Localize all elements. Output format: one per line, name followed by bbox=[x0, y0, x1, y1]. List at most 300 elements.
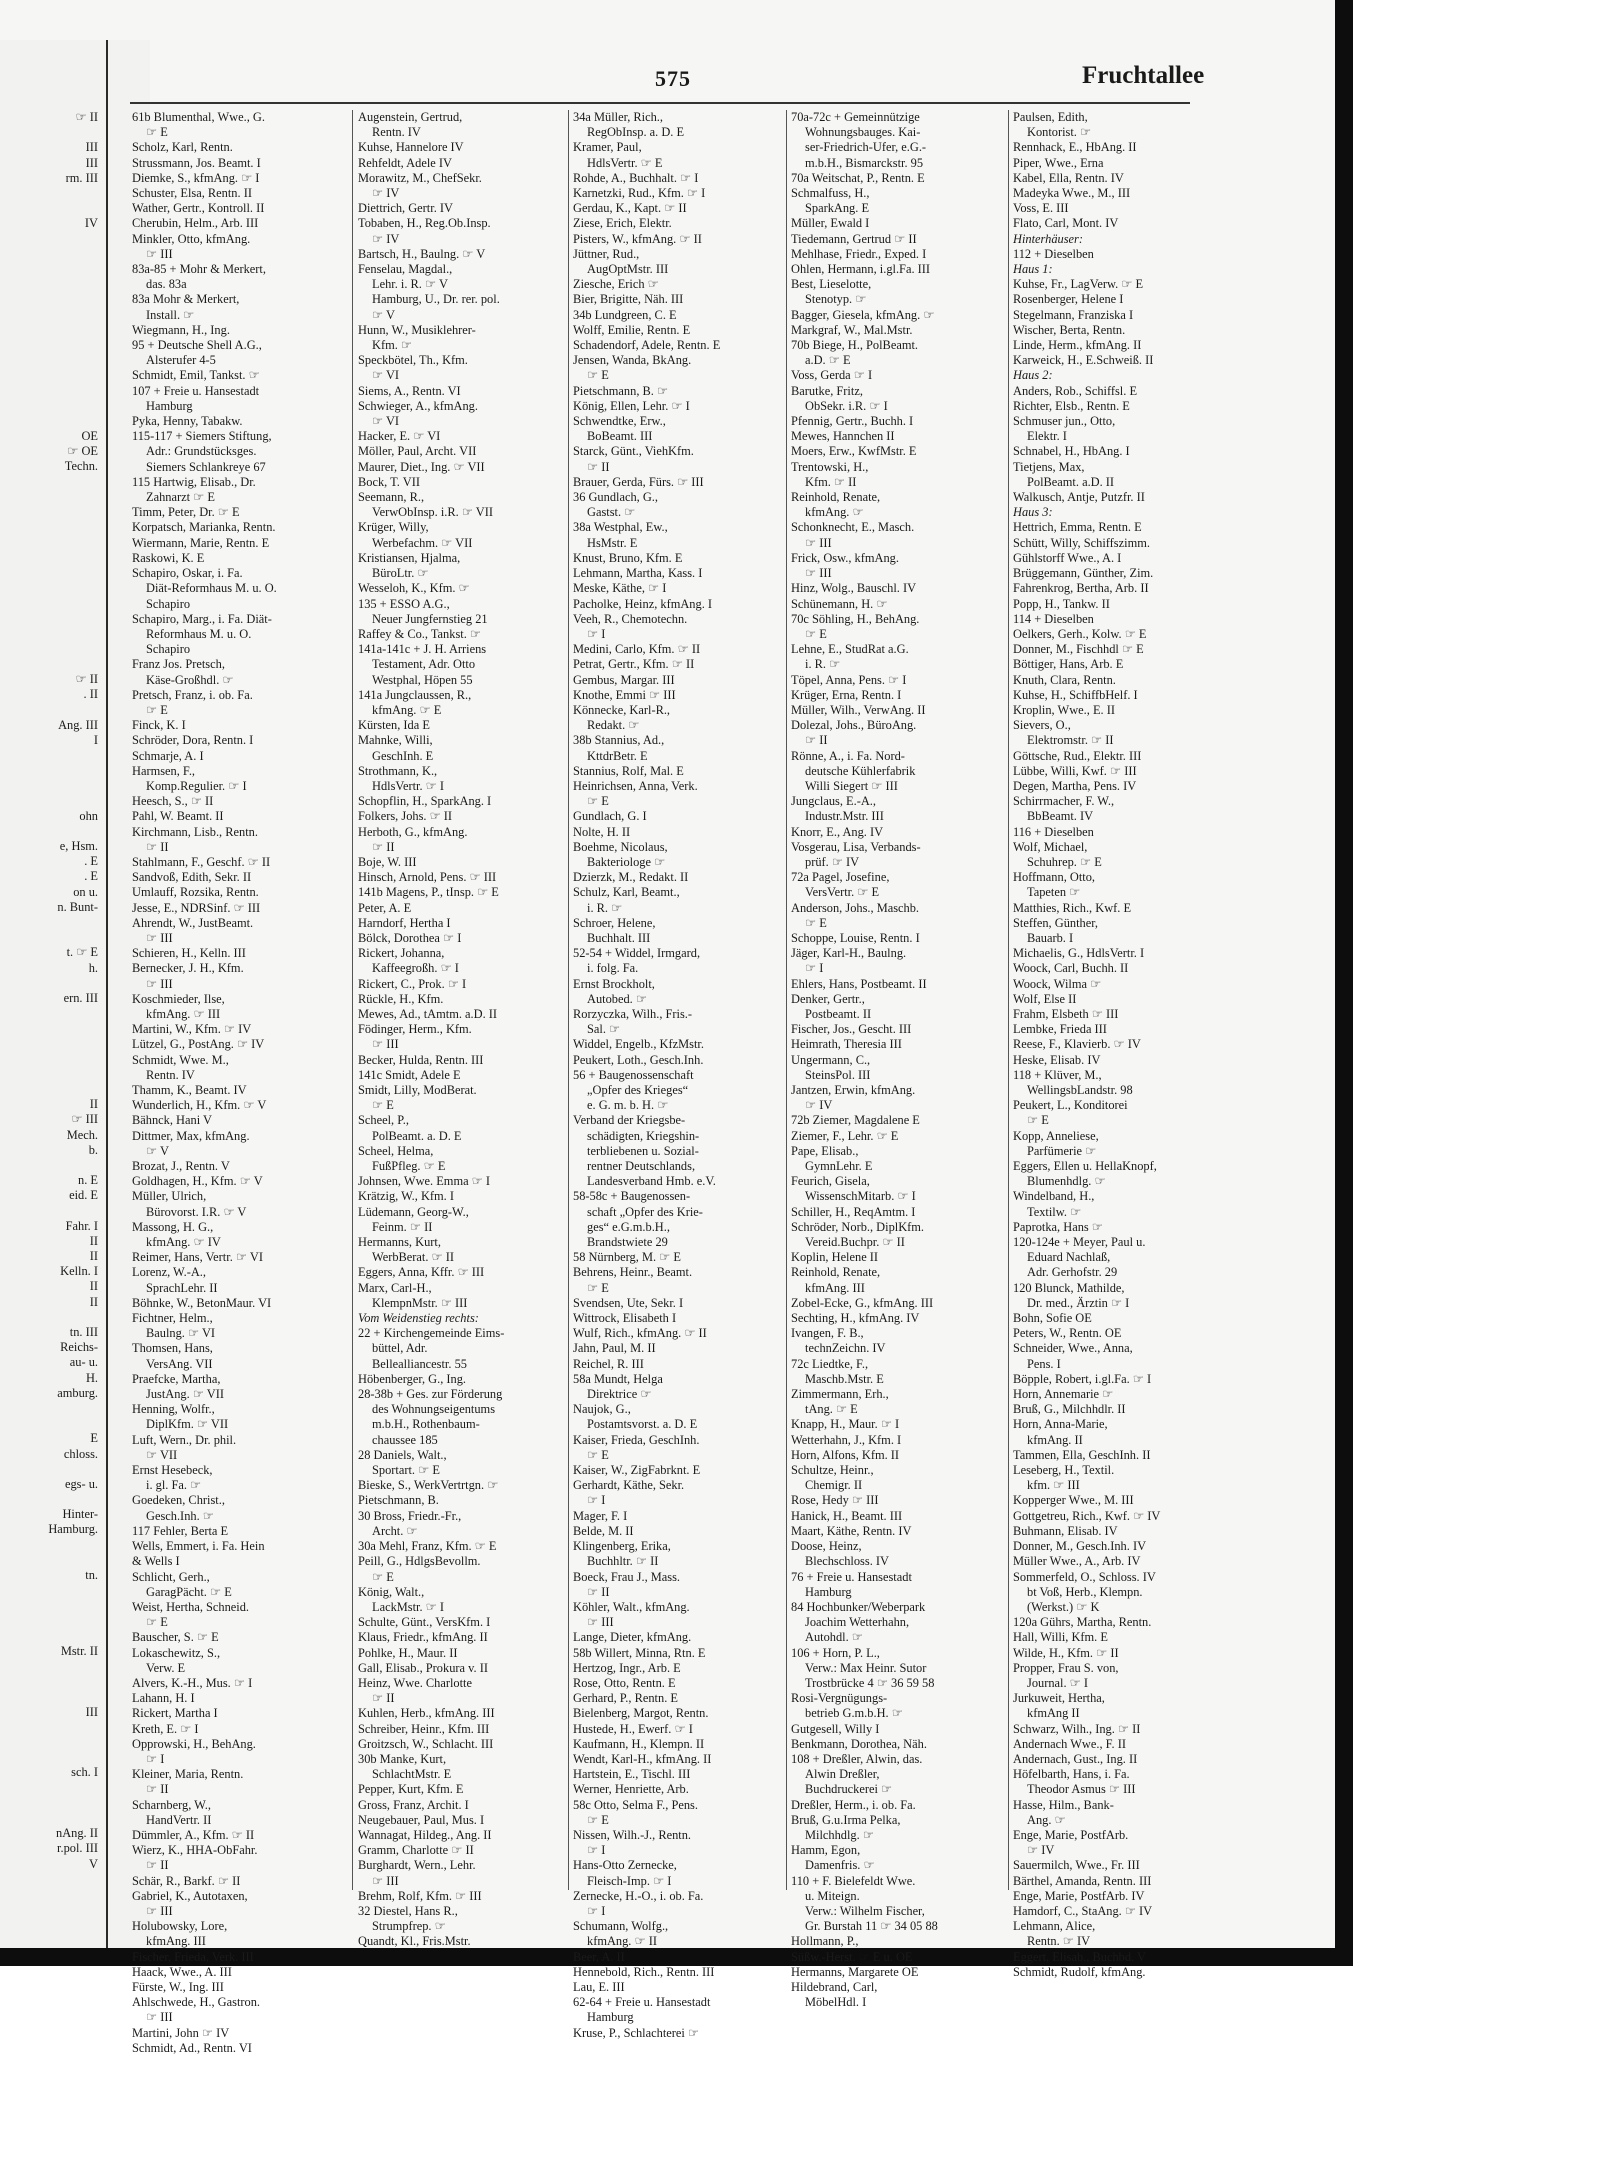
directory-entry: Doose, Heinz, bbox=[791, 1539, 862, 1554]
directory-entry: Enge, Marie, PostfArb. IV bbox=[1013, 1888, 1145, 1903]
directory-entry: Peill, G., HdlgsBevollm. bbox=[358, 1554, 481, 1569]
directory-entry: 110 + F. Bielefeldt Wwe. bbox=[791, 1873, 916, 1888]
directory-entry: Brüggemann, Günther, Zim. bbox=[1013, 566, 1154, 581]
directory-entry: bt Voß, Herb., Klempn. bbox=[1027, 1584, 1143, 1599]
directory-entry: Gastst. ☞ bbox=[587, 505, 636, 520]
fragment-line bbox=[0, 1553, 104, 1568]
directory-entry: Bauarb. I bbox=[1027, 930, 1074, 945]
fragment-line: Kelln. I bbox=[60, 1264, 98, 1279]
directory-entry: ☞ IV bbox=[1027, 1843, 1055, 1858]
fragment-line: sch. I bbox=[71, 1765, 98, 1780]
directory-entry: Wulf, Rich., kfmAng. ☞ II bbox=[573, 1326, 707, 1341]
fragment-line: chloss. bbox=[63, 1446, 98, 1461]
directory-entry: ☞ E bbox=[805, 915, 827, 930]
directory-entry: Feurich, Gisela, bbox=[791, 1174, 870, 1189]
directory-entry: Pietschmann, B. ☞ bbox=[573, 383, 669, 398]
directory-entry: büttel, Adr. bbox=[372, 1341, 428, 1356]
directory-entry: Weist, Hertha, Schneid. bbox=[132, 1599, 250, 1614]
directory-entry: Wolf, Michael, bbox=[1013, 839, 1088, 854]
directory-entry: Kaiser, W., ZigFabrknt. E bbox=[573, 1463, 701, 1478]
fragment-line bbox=[0, 657, 104, 672]
directory-entry: Dr. med., Ärztin ☞ I bbox=[1027, 1295, 1130, 1310]
directory-entry: betrieb G.m.b.H. ☞ bbox=[805, 1706, 903, 1721]
directory-entry: Schapiro bbox=[146, 642, 191, 657]
directory-entry: Paprotka, Hans ☞ bbox=[1013, 1219, 1103, 1234]
fragment-line bbox=[0, 1310, 104, 1325]
directory-entry: Schiller, H., ReqAmtm. I bbox=[791, 1204, 916, 1219]
fragment-line: tn. III bbox=[69, 1325, 98, 1339]
directory-entry: Gall, Elisab., Prokura v. II bbox=[358, 1660, 488, 1675]
fragment-line bbox=[0, 1067, 104, 1082]
directory-entry: Sandvoß, Edith, Sekr. II bbox=[132, 870, 252, 885]
directory-entry: Hustede, H., Ewerf. ☞ I bbox=[573, 1721, 693, 1736]
directory-entry: schädigten, Kriegshin- bbox=[587, 1128, 700, 1143]
directory-entry: König, Walt., bbox=[358, 1584, 425, 1599]
directory-entry: Bock, T. VII bbox=[358, 474, 420, 489]
fragment-line bbox=[0, 1204, 104, 1219]
directory-entry: Möller, Paul, Archt. VII bbox=[358, 444, 477, 459]
directory-entry: 28 Daniels, Walt., bbox=[358, 1447, 447, 1462]
directory-entry: Rickert, Martha I bbox=[132, 1706, 218, 1721]
directory-entry: Stannius, Rolf, Mal. E bbox=[573, 763, 684, 778]
directory-entry: Textilw. ☞ bbox=[1027, 1204, 1082, 1219]
directory-entry: Seemann, R., bbox=[358, 490, 425, 505]
gutter-rule bbox=[106, 40, 108, 1950]
directory-entry: Tobaben, H., Reg.Ob.Insp. bbox=[358, 216, 491, 231]
directory-entry: Woock, Carl, Buchh. II bbox=[1013, 961, 1129, 976]
directory-entry: Hollmann, P., bbox=[791, 1934, 859, 1949]
directory-entry: Schreiber, Heinr., Kfm. III bbox=[358, 1721, 490, 1736]
directory-entry: Stenotyp. ☞ bbox=[805, 292, 867, 307]
directory-entry: 61b Blumenthal, Wwe., G. bbox=[132, 110, 265, 124]
directory-entry: Autohdl. ☞ bbox=[805, 1630, 863, 1645]
directory-entry: Tiedemann, Gertrud ☞ II bbox=[791, 231, 917, 246]
directory-entry: Mewes, Ad., tAmtm. a.D. II bbox=[358, 1006, 498, 1021]
fragment-line: II bbox=[89, 1097, 98, 1112]
directory-entry: ☞ E bbox=[372, 1569, 394, 1584]
directory-entry: Knorr, E., Ang. IV bbox=[791, 824, 884, 839]
directory-entry: & Wells I bbox=[132, 1554, 180, 1569]
directory-entry: Bielenberg, Margot, Rentn. bbox=[573, 1706, 709, 1721]
directory-entry: Andernach Wwe., F. II bbox=[1013, 1736, 1127, 1751]
directory-entry: Kuhse, Fr., LagVerw. ☞ E bbox=[1013, 277, 1144, 292]
directory-entry: Schröder, Dora, Rentn. I bbox=[132, 733, 254, 748]
directory-entry: SteinsPol. III bbox=[805, 1067, 871, 1082]
directory-entry: Lüdemann, Georg-W., bbox=[358, 1204, 469, 1219]
directory-entry: Piper, Wwe., Erna bbox=[1013, 155, 1104, 170]
directory-entry: Böpple, Robert, i.gl.Fa. ☞ I bbox=[1013, 1371, 1152, 1386]
directory-entry: 58-58c + Baugenossen- bbox=[573, 1189, 691, 1204]
directory-entry: Becker, Hulda, Rentn. III bbox=[358, 1052, 484, 1067]
directory-entry: ☞ V bbox=[372, 307, 395, 322]
directory-entry: Strothmann, K., bbox=[358, 763, 438, 778]
directory-entry: Reinhold, Renate, bbox=[791, 490, 881, 505]
directory-entry: Heske, Elisab. IV bbox=[1013, 1052, 1101, 1067]
directory-entry: Göttsche, Rud., Elektr. III bbox=[1013, 748, 1142, 763]
fragment-line bbox=[0, 1492, 104, 1507]
fragment-line: I bbox=[93, 732, 98, 747]
directory-entry: Horn, Annemarie ☞ bbox=[1013, 1387, 1114, 1402]
directory-entry: ☞ I bbox=[805, 961, 824, 976]
fragment-line: ☞ III bbox=[71, 1112, 98, 1127]
directory-entry: Naujok, G., bbox=[573, 1402, 631, 1417]
directory-column-5 bbox=[1013, 110, 1225, 1980]
directory-entry: Pape, Elisab., bbox=[791, 1143, 859, 1158]
directory-entry: Bieske, S., WerkVertrtgn. ☞ bbox=[358, 1478, 499, 1493]
directory-entry: König, Ellen, Lehr. ☞ I bbox=[573, 398, 690, 413]
directory-entry: Schieren, H., Kelln. III bbox=[132, 946, 246, 961]
directory-entry: ☞ II bbox=[146, 839, 169, 854]
directory-entry: HandVertr. II bbox=[146, 1812, 212, 1827]
directory-entry: Opprowski, H., BehAng. bbox=[132, 1736, 256, 1751]
directory-entry: 84 Hochbunker/Weberpark bbox=[791, 1599, 926, 1614]
directory-entry: Tietjens, Max, bbox=[1013, 459, 1085, 474]
directory-entry: Wendt, Karl-H., kfmAng. II bbox=[573, 1751, 712, 1766]
directory-entry: Kontorist. ☞ bbox=[1027, 125, 1092, 140]
directory-entry: Böhnke, W., BetonMaur. VI bbox=[132, 1295, 272, 1310]
directory-entry: Raffey & Co., Tankst. ☞ bbox=[358, 626, 482, 641]
directory-entry: Benkmann, Dorothea, Näh. bbox=[791, 1736, 927, 1751]
directory-entry: Ivangen, F. B., bbox=[791, 1326, 864, 1341]
directory-entry: Medini, Carlo, Kfm. ☞ II bbox=[573, 642, 701, 657]
directory-entry: Dittmer, Max, kfmAng. bbox=[132, 1128, 250, 1143]
directory-entry: Windelband, H., bbox=[1013, 1189, 1095, 1204]
fragment-line bbox=[0, 1720, 104, 1735]
directory-entry: Timm, Peter, Dr. ☞ E bbox=[132, 505, 240, 520]
directory-column-3 bbox=[573, 110, 785, 2041]
fragment-line bbox=[0, 1583, 104, 1598]
directory-entry: Höbenberger, G., Ing. bbox=[358, 1371, 467, 1386]
header-rule bbox=[130, 102, 1190, 104]
fragment-line bbox=[0, 535, 104, 550]
directory-entry: Rennhack, E., HbAng. II bbox=[1013, 140, 1137, 155]
directory-entry: Rosi-Vergnügungs- bbox=[791, 1691, 888, 1706]
directory-entry: Andernach, Gust., Ing. II bbox=[1013, 1751, 1138, 1766]
directory-entry: Elektromstr. ☞ II bbox=[1027, 733, 1114, 748]
fragment-line bbox=[0, 1052, 104, 1067]
directory-entry: 117 Fehler, Berta E bbox=[132, 1523, 229, 1538]
directory-entry: Kuhse, H., SchiffbHelf. I bbox=[1013, 687, 1138, 702]
directory-entry: Folkers, Johs. ☞ II bbox=[358, 809, 453, 824]
directory-entry: Ernst Hesebeck, bbox=[132, 1463, 213, 1478]
fragment-line bbox=[0, 550, 104, 565]
street-header: Fruchtallee bbox=[1082, 62, 1205, 89]
directory-entry: ☞ II bbox=[587, 1584, 610, 1599]
directory-entry: Bruß, G., Milchhdlr. II bbox=[1013, 1402, 1126, 1417]
directory-entry: Rosenberger, Helene I bbox=[1013, 292, 1124, 307]
directory-entry: 108 + Dreßler, Alwin, das. bbox=[791, 1751, 923, 1766]
directory-entry: WissenschMitarb. ☞ I bbox=[805, 1189, 916, 1204]
directory-entry: Schuster, Elsa, Rentn. II bbox=[132, 186, 252, 201]
directory-entry: Johnsen, Wwe. Emma ☞ I bbox=[358, 1174, 491, 1189]
directory-entry: Eggert, Elisab., Buchbd. V bbox=[1013, 1949, 1146, 1964]
fragment-line: Ang. III bbox=[58, 717, 98, 732]
directory-entry: Lahann, H. I bbox=[132, 1691, 195, 1706]
directory-entry: Horn, Anna-Marie, bbox=[1013, 1417, 1108, 1432]
directory-entry: Haus 1: bbox=[1013, 262, 1053, 277]
directory-entry: HdlsVertr. ☞ I bbox=[372, 778, 445, 793]
directory-entry: Hans-Otto Zernecke, bbox=[573, 1858, 677, 1873]
directory-entry: Rorzyczka, Wilh., Fris.- bbox=[573, 1006, 693, 1021]
fragment-line bbox=[0, 262, 104, 277]
directory-entry: Kaufmann, H., Klempn. II bbox=[573, 1736, 705, 1751]
directory-entry: Steffen, Günther, bbox=[1013, 915, 1098, 930]
directory-entry: Dzierzk, M., Redakt. II bbox=[573, 870, 689, 885]
directory-entry: 120a Gührs, Martha, Rentn. bbox=[1013, 1615, 1152, 1630]
directory-entry: SchlachtMstr. E bbox=[372, 1767, 452, 1782]
directory-entry: kfmAng. ☞ IV bbox=[146, 1235, 221, 1250]
directory-entry: Moers, Erw., KwfMstr. E bbox=[791, 444, 917, 459]
directory-entry: Werbefachm. ☞ VII bbox=[372, 535, 473, 550]
directory-entry: Ziese, Erich, Elektr. bbox=[573, 216, 672, 231]
directory-entry: Schmuser jun., Otto, bbox=[1013, 414, 1116, 429]
directory-entry: Schirrmacher, F. W., bbox=[1013, 794, 1115, 809]
directory-entry: 72a Pagel, Josefine, bbox=[791, 870, 890, 885]
directory-entry: Buhmann, Elisab. IV bbox=[1013, 1523, 1118, 1538]
directory-entry: Wesseloh, K., Kfm. ☞ bbox=[358, 581, 470, 596]
directory-entry: Nissen, Wilh.-J., Rentn. bbox=[573, 1827, 692, 1842]
directory-entry: Kleiner, Maria, Rentn. bbox=[132, 1767, 244, 1782]
directory-entry: kfmAng. III bbox=[146, 1934, 206, 1949]
directory-entry: KttdrBetr. E bbox=[587, 748, 648, 763]
fragment-line bbox=[0, 247, 104, 262]
directory-entry: Wiermann, Marie, Rentn. E bbox=[132, 535, 270, 550]
directory-entry: Widdel, Engelb., KfzMstr. bbox=[573, 1037, 704, 1052]
directory-entry: GaragPächt. ☞ E bbox=[146, 1584, 232, 1599]
directory-entry: Bruß, G.u.Irma Pelka, bbox=[791, 1812, 901, 1827]
directory-entry: GeschInh. E bbox=[372, 748, 434, 763]
directory-entry: prüf. ☞ IV bbox=[805, 854, 860, 869]
directory-entry: 70a-72c + Gemeinnützige bbox=[791, 110, 920, 124]
fragment-line bbox=[0, 1781, 104, 1796]
directory-entry: Krüger, Willy, bbox=[358, 520, 429, 535]
fragment-line bbox=[0, 1416, 104, 1431]
fragment-line bbox=[0, 1690, 104, 1705]
directory-entry: Petrat, Gertr., Kfm. ☞ II bbox=[573, 657, 695, 672]
directory-entry: PolBeamt. a. D. E bbox=[372, 1128, 462, 1143]
directory-entry: Heesch, S., ☞ II bbox=[132, 794, 214, 809]
directory-entry: Bähnck, Hani V bbox=[132, 1113, 212, 1128]
directory-entry: Koschmieder, Ilse, bbox=[132, 991, 225, 1006]
directory-entry: HdlsVertr. ☞ E bbox=[587, 155, 663, 170]
directory-entry: Praefcke, Martha, bbox=[132, 1371, 221, 1386]
directory-entry: Reinhold, Renate, bbox=[791, 1265, 881, 1280]
column-rule bbox=[786, 110, 787, 1890]
fragment-line bbox=[0, 368, 104, 383]
directory-entry: Bohn, Sofie OE bbox=[1013, 1311, 1092, 1326]
directory-entry: tAng. ☞ E bbox=[805, 1402, 858, 1417]
directory-entry: Hermanns, Kurt, bbox=[358, 1235, 441, 1250]
directory-entry: Schwendtke, Erw., bbox=[573, 414, 666, 429]
directory-entry: 114 + Dieselben bbox=[1013, 611, 1094, 626]
directory-entry: LackMstr. ☞ I bbox=[372, 1599, 445, 1614]
fragment-line bbox=[0, 1538, 104, 1553]
directory-entry: Wilde, H., Kfm. ☞ II bbox=[1013, 1645, 1119, 1660]
fragment-line bbox=[0, 702, 104, 717]
directory-entry: Rose, Otto, Rentn. E bbox=[573, 1675, 676, 1690]
directory-entry: Burghardt, Wern., Lehr. bbox=[358, 1858, 476, 1873]
directory-entry: ☞ E bbox=[372, 1098, 394, 1113]
directory-entry: Maurer, Diet., Ing. ☞ VII bbox=[358, 459, 485, 474]
directory-entry: Hinterhäuser: bbox=[1013, 231, 1083, 246]
directory-entry: Luft, Wern., Dr. phil. bbox=[132, 1432, 237, 1447]
directory-entry: terbliebenen u. Sozial- bbox=[587, 1143, 699, 1158]
directory-entry: Raskowi, K. E bbox=[132, 550, 205, 565]
directory-entry: ☞ I bbox=[587, 1493, 606, 1508]
directory-entry: ☞ V bbox=[146, 1143, 169, 1158]
directory-entry: i. R. ☞ bbox=[587, 900, 623, 915]
directory-entry: ☞ IV bbox=[372, 186, 400, 201]
directory-entry: Maschb.Mstr. E bbox=[805, 1371, 884, 1386]
fragment-line bbox=[0, 1674, 104, 1689]
fragment-line: Mstr. II bbox=[60, 1643, 98, 1658]
directory-entry: Lehr. i. R. ☞ V bbox=[372, 277, 448, 292]
directory-entry: 135 + ESSO A.G., bbox=[358, 596, 450, 611]
directory-entry: Neuer Jungfernstieg 21 bbox=[372, 611, 488, 626]
directory-entry: Schlicht, Gerh., bbox=[132, 1569, 210, 1584]
fragment-line: Fahr. I bbox=[65, 1218, 98, 1233]
directory-entry: Korpatsch, Marianka, Rentn. bbox=[132, 520, 276, 535]
fragment-line: II bbox=[89, 1279, 98, 1294]
directory-entry: 112 + Dieselben bbox=[1013, 246, 1094, 261]
directory-entry: Schulz, Karl, Beamt., bbox=[573, 885, 680, 900]
fragment-line: ☞ II bbox=[75, 671, 98, 686]
directory-entry: Ziesche, Erich ☞ bbox=[573, 277, 659, 292]
fragment-line: Reichs- bbox=[60, 1340, 98, 1355]
fragment-line bbox=[0, 505, 104, 520]
directory-entry: Fenselau, Magdal., bbox=[358, 262, 453, 277]
directory-entry: ☞ III bbox=[372, 1037, 399, 1052]
directory-entry: Strumpfrep. ☞ bbox=[372, 1919, 446, 1934]
directory-entry: 141b Magens, P., tInsp. ☞ E bbox=[358, 885, 499, 900]
directory-entry: Peter, A. E bbox=[358, 900, 412, 915]
directory-entry: i. gl. Fa. ☞ bbox=[146, 1478, 202, 1493]
directory-entry: Komp.Regulier. ☞ I bbox=[146, 778, 247, 793]
directory-entry: Frahm, Elsbeth ☞ III bbox=[1013, 1006, 1119, 1021]
directory-entry: Rentn. IV bbox=[146, 1067, 195, 1082]
fragment-line: II bbox=[89, 1294, 98, 1309]
directory-entry: Schapiro bbox=[146, 596, 191, 611]
directory-entry: 70b Biege, H., PolBeamt. bbox=[791, 338, 918, 353]
directory-entry: 70a Weitschat, P., Rentn. E bbox=[791, 170, 925, 185]
directory-entry: ObSekr. i.R. ☞ I bbox=[805, 398, 888, 413]
directory-entry: Jensen, Wanda, BkAng. bbox=[573, 353, 692, 368]
directory-entry: WerbBerat. ☞ II bbox=[372, 1250, 455, 1265]
directory-entry: kfmAng. ☞ II bbox=[587, 1934, 657, 1949]
directory-entry: Gundlach, G. I bbox=[573, 809, 647, 824]
directory-entry: Sommerfeld, O., Schloss. IV bbox=[1013, 1569, 1156, 1584]
fragment-line bbox=[0, 1614, 104, 1629]
directory-entry: Willi Siegert ☞ III bbox=[805, 778, 898, 793]
directory-entry: Lembke, Frieda III bbox=[1013, 1022, 1107, 1037]
directory-entry: Lehmann, Martha, Kass. I bbox=[573, 566, 703, 581]
directory-entry: ☞ III bbox=[372, 1873, 399, 1888]
page-edge-shadow bbox=[1335, 0, 1353, 1965]
directory-entry: Dümmler, A., Kfm. ☞ II bbox=[132, 1827, 255, 1842]
directory-entry: Klingenberg, Erika, bbox=[573, 1539, 671, 1554]
directory-entry: Pyka, Henny, Tabakw. bbox=[132, 414, 243, 429]
directory-entry: Zimmermann, Erh., bbox=[791, 1387, 889, 1402]
directory-entry: Rose, Hedy ☞ III bbox=[791, 1493, 879, 1508]
directory-entry: Jüttner, Rud., bbox=[573, 246, 640, 261]
fragment-line bbox=[0, 1629, 104, 1644]
directory-entry: Sievers, O., bbox=[1013, 718, 1071, 733]
directory-entry: Augenstein, Gertrud, bbox=[358, 110, 463, 124]
directory-entry: kfm. ☞ III bbox=[1027, 1478, 1080, 1493]
directory-entry: Rehfeldt, Adele IV bbox=[358, 155, 452, 170]
fragment-line bbox=[0, 915, 104, 930]
directory-entry: Alvers, K.-H., Mus. ☞ I bbox=[132, 1675, 253, 1690]
fragment-line bbox=[0, 1659, 104, 1674]
directory-entry: Lützel, G., PostAng. ☞ IV bbox=[132, 1037, 265, 1052]
directory-entry: Bernecker, J. H., Kfm. bbox=[132, 961, 244, 976]
directory-entry: Neugebauer, Paul, Mus. I bbox=[358, 1812, 485, 1827]
directory-entry: Fischer, Frieda, Verk. III bbox=[132, 1949, 254, 1964]
directory-entry: Matthies, Rich., Kwf. E bbox=[1013, 900, 1132, 915]
directory-entry: Schulte, Günt., VersKfm. I bbox=[358, 1615, 491, 1630]
directory-entry: Hinsch, Arnold, Pens. ☞ III bbox=[358, 870, 497, 885]
directory-entry: Rückle, H., Kfm. bbox=[358, 991, 444, 1006]
fragment-line: III bbox=[85, 1704, 98, 1719]
fragment-line: au- u. bbox=[69, 1355, 98, 1370]
directory-entry: Schär, R., Barkf. ☞ II bbox=[132, 1873, 241, 1888]
directory-entry: Bakteriologe ☞ bbox=[587, 854, 666, 869]
directory-entry: Bartsch, H., Baulng. ☞ V bbox=[358, 246, 486, 261]
directory-entry: Schultze, Heinr., bbox=[791, 1463, 874, 1478]
directory-entry: ☞ I bbox=[587, 626, 606, 641]
directory-entry: e. G. m. b. H. ☞ bbox=[587, 1098, 669, 1113]
fragment-line: ohn bbox=[79, 808, 98, 823]
directory-entry: Wolf, Else II bbox=[1013, 991, 1077, 1006]
directory-entry: i. R. ☞ bbox=[805, 657, 841, 672]
directory-entry: ☞ III bbox=[146, 1903, 173, 1918]
directory-entry: Franz Jos. Pretsch, bbox=[132, 657, 225, 672]
directory-entry: 141a Jungclaussen, R., bbox=[358, 687, 472, 702]
directory-entry: Jungclaus, E.-A., bbox=[791, 794, 876, 809]
directory-entry: Krüger, Erna, Rentn. I bbox=[791, 687, 902, 702]
directory-entry: Harndorf, Hertha I bbox=[358, 915, 451, 930]
directory-entry: Journal. ☞ I bbox=[1027, 1675, 1089, 1690]
directory-entry: Schmalfuss, H., bbox=[791, 186, 870, 201]
directory-entry: Maart, Käthe, Rentn. IV bbox=[791, 1523, 912, 1538]
directory-entry: Pens. I bbox=[1027, 1356, 1061, 1371]
fragment-line bbox=[0, 475, 104, 490]
directory-entry: Bier, Brigitte, Näh. III bbox=[573, 292, 684, 307]
directory-entry: Starck, Günt., ViehKfm. bbox=[573, 444, 694, 459]
directory-entry: Stegelmann, Franziska I bbox=[1013, 307, 1134, 322]
directory-entry: kfmAng. ☞ bbox=[805, 505, 864, 520]
directory-entry: Müller, Ulrich, bbox=[132, 1189, 207, 1204]
directory-entry: Denker, Gertr., bbox=[791, 991, 865, 1006]
directory-entry: Belde, M. II bbox=[573, 1523, 634, 1538]
directory-entry: Hertzog, Ingr., Arb. E bbox=[573, 1660, 681, 1675]
fragment-line: h. bbox=[88, 960, 98, 975]
directory-entry: Hamburg bbox=[587, 2010, 634, 2025]
directory-entry: Kramer, Paul, bbox=[573, 140, 642, 155]
directory-entry: Theodor Asmus ☞ III bbox=[1027, 1782, 1136, 1797]
directory-entry: Hamburg bbox=[146, 398, 193, 413]
fragment-line bbox=[0, 778, 104, 793]
directory-entry: Umlauff, Rozsika, Rentn. bbox=[132, 885, 259, 900]
directory-entry: Meske, Käthe, ☞ I bbox=[573, 581, 667, 596]
directory-entry: Kruse, P., Schlachterei ☞ bbox=[573, 2025, 700, 2040]
directory-entry: Brehm, Rolf, Kfm. ☞ III bbox=[358, 1888, 482, 1903]
fragment-line bbox=[0, 1598, 104, 1613]
directory-entry: Hasse, Hilm., Bank- bbox=[1013, 1797, 1114, 1812]
directory-entry: VerwObInsp. i.R. ☞ VII bbox=[372, 505, 494, 520]
directory-entry: ☞ III bbox=[805, 566, 832, 581]
directory-entry: Voss, E. III bbox=[1013, 201, 1069, 216]
